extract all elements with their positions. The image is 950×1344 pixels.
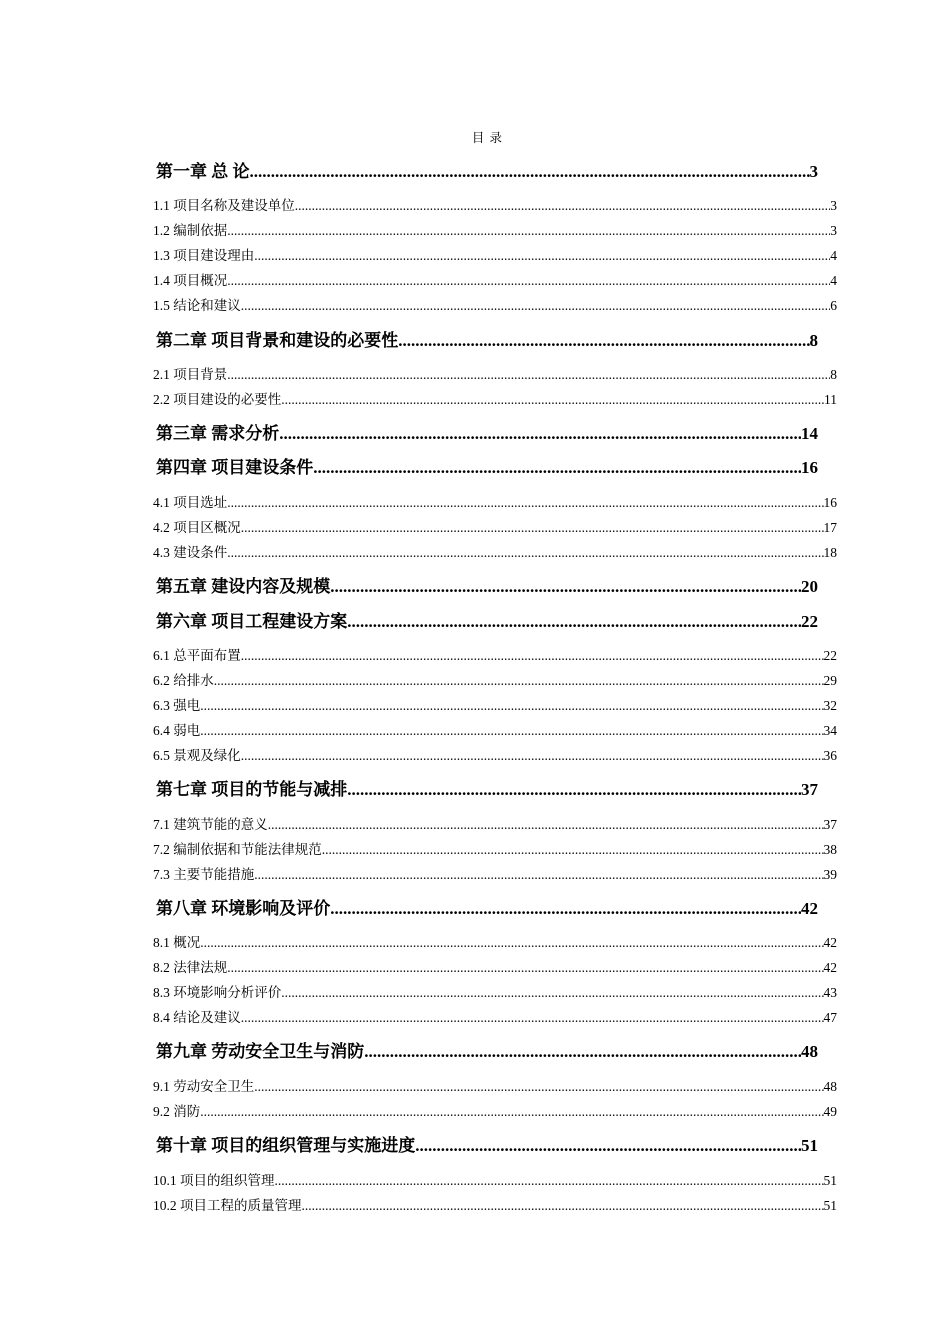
toc-section-entry[interactable] <box>153 840 837 860</box>
toc-entry-label: 6.5 景观及绿化 <box>153 748 241 763</box>
dot-leader <box>200 696 823 716</box>
toc-page-number: 42 <box>823 960 837 975</box>
toc-section-entry[interactable] <box>153 815 837 835</box>
toc-section-entry[interactable] <box>153 518 837 538</box>
toc-section-entry[interactable] <box>153 246 837 266</box>
toc-page-number: 16 <box>823 495 837 510</box>
toc-section-entry[interactable] <box>153 1196 837 1216</box>
toc-chapter-entry[interactable] <box>156 1040 818 1064</box>
toc-page-number: 4 <box>830 248 837 263</box>
toc-page-number: 14 <box>801 424 818 443</box>
toc-entry-label: 7.1 建筑节能的意义 <box>153 817 268 832</box>
dot-leader <box>227 543 823 563</box>
toc-entry-label: 第一章 总 论 <box>156 162 250 181</box>
toc-section-entry[interactable] <box>153 933 837 953</box>
toc-page-number: 48 <box>801 1042 818 1061</box>
dot-leader <box>241 646 824 666</box>
toc-entry-label: 第七章 项目的节能与减排 <box>156 780 348 799</box>
toc-entry-label: 1.4 项目概况 <box>153 273 228 288</box>
dot-leader <box>275 1171 824 1191</box>
toc-page-number: 49 <box>823 1104 837 1119</box>
toc-entry-label: 1.1 项目名称及建设单位 <box>153 198 295 213</box>
toc-entry-label: 第五章 建设内容及规模 <box>156 577 331 596</box>
toc-entry-label: 7.2 编制依据和节能法律规范 <box>153 842 322 857</box>
toc-page-number: 3 <box>830 223 837 238</box>
dot-leader <box>227 271 830 291</box>
toc-entry-label: 9.1 劳动安全卫生 <box>153 1079 255 1094</box>
toc-entry-label: 1.2 编制依据 <box>153 223 228 238</box>
toc-entry-label: 6.4 弱电 <box>153 723 201 738</box>
toc-chapter-entry[interactable] <box>156 329 818 353</box>
dot-leader <box>254 246 830 266</box>
toc-section-entry[interactable] <box>153 271 837 291</box>
toc-entry-label: 2.2 项目建设的必要性 <box>153 392 282 407</box>
dot-leader <box>302 1196 824 1216</box>
toc-page-number: 51 <box>801 1136 818 1155</box>
toc-page-number: 8 <box>809 331 818 350</box>
toc-chapter-entry[interactable] <box>156 160 818 184</box>
toc-entry-label: 2.1 项目背景 <box>153 367 228 382</box>
dot-leader <box>295 196 831 216</box>
dot-leader <box>200 1102 823 1122</box>
dot-leader <box>347 610 801 634</box>
toc-page-number: 51 <box>823 1173 837 1188</box>
toc-entry-label: 10.1 项目的组织管理 <box>153 1173 275 1188</box>
toc-section-entry[interactable] <box>153 296 837 316</box>
toc-section-entry[interactable] <box>153 196 837 216</box>
toc-page-number: 4 <box>830 273 837 288</box>
toc-section-entry[interactable] <box>153 1171 837 1191</box>
dot-leader <box>281 983 823 1003</box>
toc-entry-label: 7.3 主要节能措施 <box>153 867 255 882</box>
toc-title: 目 录 <box>471 131 504 145</box>
toc-entry-label: 第四章 项目建设条件 <box>156 458 314 477</box>
toc-page-number: 42 <box>823 935 837 950</box>
toc-page-number: 39 <box>823 867 837 882</box>
toc-page-number: 22 <box>801 612 818 631</box>
toc-entry-label: 6.3 强电 <box>153 698 201 713</box>
dot-leader <box>241 746 824 766</box>
toc-entry-label: 第九章 劳动安全卫生与消防 <box>156 1042 365 1061</box>
toc-chapter-entry[interactable] <box>156 422 818 446</box>
toc-entry-label: 第八章 环境影响及评价 <box>156 899 331 918</box>
dot-leader <box>227 958 823 978</box>
toc-section-entry[interactable] <box>153 390 837 410</box>
dot-leader <box>398 329 809 353</box>
toc-section-entry[interactable] <box>153 865 837 885</box>
toc-page-number: 47 <box>823 1010 837 1025</box>
toc-page-number: 8 <box>830 367 837 382</box>
dot-leader <box>254 865 823 885</box>
dot-leader <box>200 721 823 741</box>
dot-leader <box>227 221 830 241</box>
dot-leader <box>200 933 823 953</box>
toc-page-number: 6 <box>830 298 837 313</box>
toc-page-number: 22 <box>823 648 837 663</box>
dot-leader <box>250 160 810 184</box>
dot-leader <box>322 840 824 860</box>
toc-entry-label: 第三章 需求分析 <box>156 424 280 443</box>
toc-entry-label: 6.2 给排水 <box>153 673 214 688</box>
toc-page-number: 3 <box>830 198 837 213</box>
toc-entry-label: 第十章 项目的组织管理与实施进度 <box>156 1136 416 1155</box>
toc-entry-label: 9.2 消防 <box>153 1104 201 1119</box>
dot-leader <box>347 778 801 802</box>
toc-chapter-entry[interactable] <box>156 778 818 802</box>
toc-page-number: 51 <box>823 1198 837 1213</box>
dot-leader <box>268 815 824 835</box>
toc-section-entry[interactable] <box>153 1102 837 1122</box>
toc-entry-label: 8.1 概况 <box>153 935 201 950</box>
toc-entry-label: 8.2 法律法规 <box>153 960 228 975</box>
toc-page-number: 32 <box>823 698 837 713</box>
dot-leader <box>330 897 801 921</box>
toc-entry-label: 1.3 项目建设理由 <box>153 248 255 263</box>
toc-page-number: 34 <box>823 723 837 738</box>
toc-page-number: 36 <box>823 748 837 763</box>
toc-page-number: 11 <box>824 392 837 407</box>
dot-leader <box>279 422 801 446</box>
toc-page-number: 38 <box>823 842 837 857</box>
toc-section-entry[interactable] <box>153 1008 837 1028</box>
toc-section-entry[interactable] <box>153 958 837 978</box>
toc-section-entry[interactable] <box>153 1077 837 1097</box>
toc-section-entry[interactable] <box>153 221 837 241</box>
toc-entry-label: 8.4 结论及建议 <box>153 1010 241 1025</box>
dot-leader <box>241 296 831 316</box>
toc-page-number: 16 <box>801 458 818 477</box>
dot-leader <box>214 671 824 691</box>
toc-section-entry[interactable] <box>153 721 837 741</box>
toc-page-number: 20 <box>801 577 818 596</box>
dot-leader <box>415 1134 801 1158</box>
toc-section-entry[interactable] <box>153 365 837 385</box>
toc-page-number: 42 <box>801 899 818 918</box>
toc-section-entry[interactable] <box>153 983 837 1003</box>
toc-section-entry[interactable] <box>153 543 837 563</box>
dot-leader <box>313 456 801 480</box>
toc-section-entry[interactable] <box>153 746 837 766</box>
toc-chapter-entry[interactable] <box>156 1134 818 1158</box>
toc-entry-label: 8.3 环境影响分析评价 <box>153 985 282 1000</box>
dot-leader <box>254 1077 823 1097</box>
toc-page-number: 37 <box>801 780 818 799</box>
toc-entry-label: 4.2 项目区概况 <box>153 520 241 535</box>
dot-leader <box>241 518 824 538</box>
toc-page-number: 18 <box>823 545 837 560</box>
toc-chapter-entry[interactable] <box>156 610 818 634</box>
toc-entry-label: 第六章 项目工程建设方案 <box>156 612 348 631</box>
toc-chapter-entry[interactable] <box>156 456 818 480</box>
dot-leader <box>227 493 823 513</box>
toc-page-number: 17 <box>823 520 837 535</box>
toc-entry-label: 6.1 总平面布置 <box>153 648 241 663</box>
toc-section-entry[interactable] <box>153 671 837 691</box>
toc-page-number: 29 <box>823 673 837 688</box>
toc-entry-label: 1.5 结论和建议 <box>153 298 241 313</box>
dot-leader <box>227 365 830 385</box>
toc-section-entry[interactable] <box>153 696 837 716</box>
dot-leader <box>330 575 801 599</box>
toc-chapter-entry[interactable] <box>156 575 818 599</box>
toc-entry-label: 第二章 项目背景和建设的必要性 <box>156 331 399 350</box>
toc-page-number: 3 <box>809 162 818 181</box>
toc-entry-label: 4.1 项目选址 <box>153 495 228 510</box>
toc-entry-label: 10.2 项目工程的质量管理 <box>153 1198 302 1213</box>
dot-leader <box>241 1008 824 1028</box>
toc-page-number: 37 <box>823 817 837 832</box>
toc-entry-label: 4.3 建设条件 <box>153 545 228 560</box>
dot-leader <box>281 390 824 410</box>
toc-page-number: 43 <box>823 985 837 1000</box>
toc-chapter-entry[interactable] <box>156 897 818 921</box>
toc-page-number: 48 <box>823 1079 837 1094</box>
toc-section-entry[interactable] <box>153 646 837 666</box>
toc-section-entry[interactable] <box>153 493 837 513</box>
dot-leader <box>364 1040 801 1064</box>
